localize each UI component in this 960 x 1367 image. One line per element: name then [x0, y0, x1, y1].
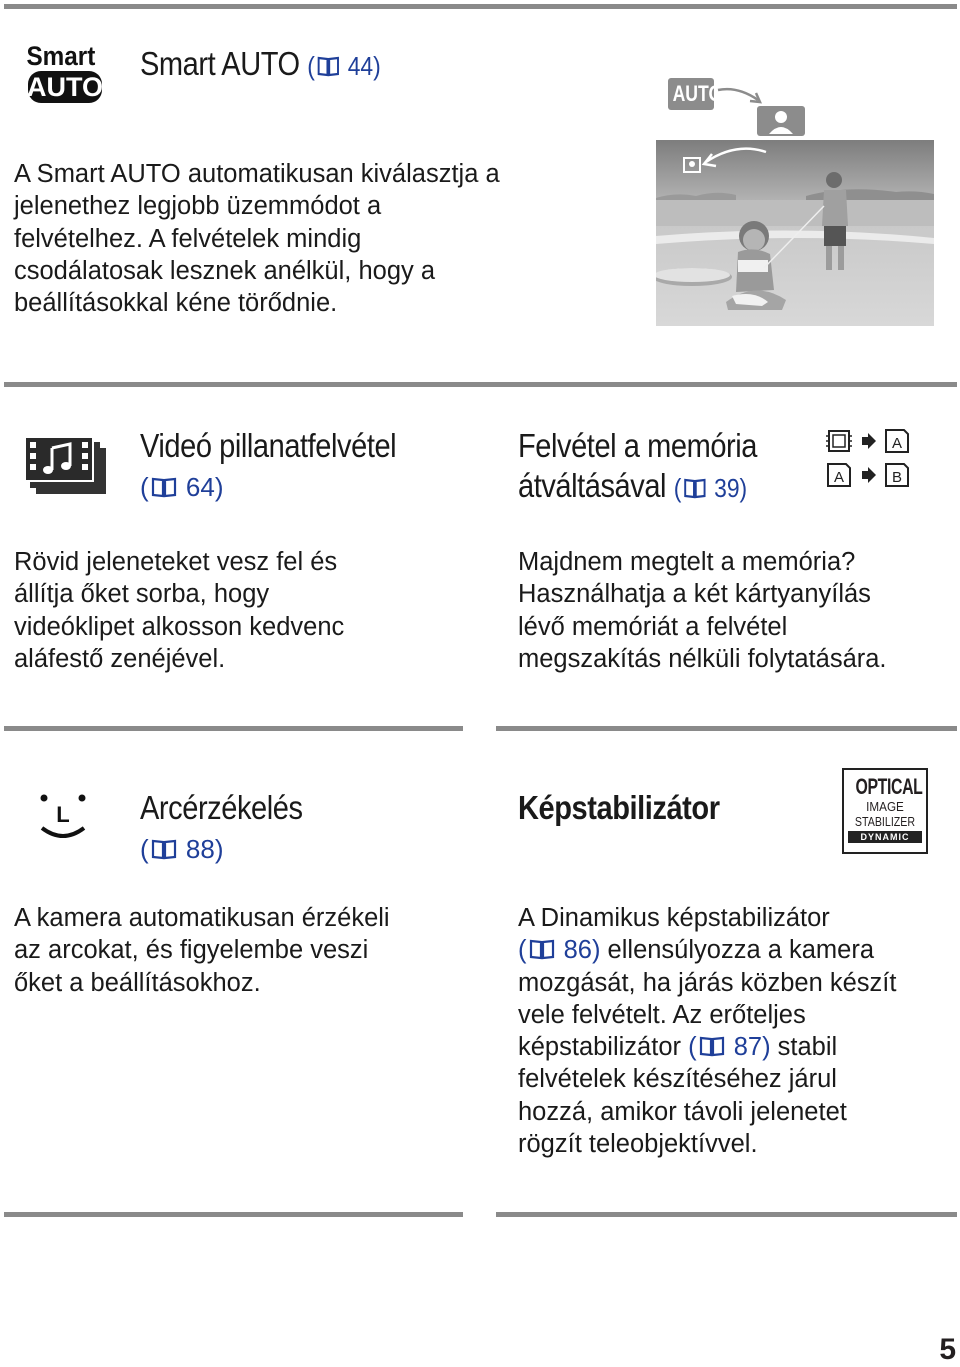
card-b-letter: B	[891, 469, 903, 486]
face-icon-letter: L	[56, 802, 70, 827]
smart-auto-title	[140, 44, 381, 86]
ref-open: (	[673, 473, 682, 503]
smart-logo-word: Smart	[26, 41, 96, 72]
face-detection-page-ref[interactable]	[140, 834, 224, 864]
text-line: vele felvételt. Az erőteljes	[518, 1000, 806, 1029]
video-snapshot-title-text: Videó pillanatfelvétel	[140, 427, 397, 464]
ref-close: )	[214, 472, 224, 502]
ref-open: (	[307, 51, 315, 81]
card-a-letter: A	[833, 469, 845, 486]
ref-close: )	[762, 1033, 771, 1062]
text-line: A Dinamikus képstabilizátor	[518, 904, 830, 932]
text-line	[518, 934, 958, 966]
bottom-rule-right	[496, 1212, 957, 1217]
section-rule-left	[4, 726, 463, 731]
text-line: Majdnem megtelt a memória?	[518, 548, 856, 576]
top-rule	[4, 4, 957, 9]
text-line: mozgását, ha járás közben készít	[518, 968, 897, 997]
ref-page: 86	[563, 936, 592, 965]
ref-page: 39	[714, 473, 740, 503]
relay-title-line: átváltásával	[518, 467, 667, 504]
text-line: rögzít teleobjektívvel.	[518, 1130, 758, 1159]
book-icon	[151, 476, 177, 498]
text-line: jelenethez legjobb üzemmódot a	[14, 192, 382, 221]
ref-open: (	[518, 936, 527, 965]
text-line: Használhatja a két kártyanyílás	[518, 580, 871, 609]
relay-recording-title-2	[518, 466, 747, 508]
text-line: aláfestő zenéjével.	[14, 644, 226, 673]
ref-close: )	[214, 834, 224, 864]
face-detection-description	[14, 902, 474, 999]
logo-line: OPTICAL	[855, 774, 923, 799]
logo-line: STABILIZER	[854, 814, 916, 829]
text-line: Rövid jeleneteket vesz fel és	[14, 548, 338, 576]
text-line	[518, 1031, 958, 1063]
text-line: beállításokkal kéne törődnie.	[14, 289, 338, 318]
memory-to-card-a-icon	[826, 428, 910, 454]
book-icon	[683, 477, 706, 499]
video-snapshot-title	[140, 426, 396, 466]
ref-page: 64	[185, 472, 215, 502]
stabilizer-title-text: Képstabilizátor	[518, 789, 720, 826]
text-line: hozzá, amikor távoli jelenetet	[518, 1097, 847, 1126]
text-line: A Smart AUTO automatikusan kiválasztja a	[14, 160, 500, 188]
card-a-letter: A	[891, 435, 903, 452]
video-snapshot-page-ref[interactable]	[140, 472, 224, 502]
ref-close: )	[373, 51, 381, 81]
ref-open: (	[688, 1033, 697, 1062]
beach-photo	[656, 140, 934, 326]
portrait-scene-icon	[757, 106, 805, 136]
auto-mode-badge	[668, 78, 723, 110]
relay-recording-title	[518, 426, 757, 466]
relay-title-line: Felvétel a memória	[518, 427, 758, 464]
stabilizer-page-ref-87[interactable]	[688, 1033, 770, 1061]
ref-open: (	[140, 834, 149, 864]
auto-badge-text: AUTO	[672, 81, 723, 106]
ref-open: (	[140, 472, 149, 502]
ref-close: )	[739, 473, 748, 503]
smart-auto-description	[14, 158, 614, 319]
stabilizer-title	[518, 788, 720, 828]
smart-auto-page-ref[interactable]	[307, 51, 380, 81]
face-detection-icon	[36, 790, 90, 842]
bottom-rule-left	[4, 1212, 463, 1217]
text-line: lévő memóriát a felvétel	[518, 612, 788, 641]
stabilizer-description	[518, 902, 958, 1160]
stabilizer-page-ref-86[interactable]	[518, 936, 600, 964]
arrow-icon	[716, 82, 764, 108]
text-span: stabil	[770, 1033, 838, 1062]
book-icon	[699, 1035, 725, 1057]
text-line: csodálatosak lesznek anélkül, hogy a	[14, 256, 436, 285]
face-detection-title	[140, 788, 303, 828]
card-a-to-card-b-icon	[826, 462, 910, 488]
ref-page: 44	[347, 51, 374, 81]
smart-auto-title-text: Smart AUTO	[140, 45, 300, 82]
optical-image-stabilizer-logo	[842, 768, 928, 854]
text-line: videóklipet alkosson kedvenc	[14, 612, 345, 641]
logo-line: IMAGE	[866, 799, 904, 814]
face-detection-title-text: Arcérzékelés	[140, 789, 303, 826]
video-snapshot-icon	[24, 436, 108, 496]
book-icon	[151, 838, 177, 860]
text-line: állítja őket sorba, hogy	[14, 580, 270, 609]
ref-page: 87	[733, 1033, 763, 1062]
page-number: 5	[939, 1333, 956, 1366]
auto-logo-word: AUTO	[26, 72, 104, 102]
text-span: képstabilizátor	[518, 1033, 689, 1062]
text-line: őket a beállításokhoz.	[14, 968, 261, 997]
book-icon	[529, 938, 555, 960]
logo-line: DYNAMIC	[848, 831, 922, 843]
text-line: megszakítás nélküli folytatására.	[518, 644, 887, 673]
relay-recording-description	[518, 546, 958, 675]
text-line: az arcokat, és figyelembe veszi	[14, 936, 369, 965]
section-rule-right	[496, 726, 957, 731]
relay-recording-page-ref[interactable]	[674, 473, 747, 503]
ref-page: 88	[185, 834, 215, 864]
video-snapshot-description	[14, 546, 474, 675]
text-line: felvételhez. A felvételek mindig	[14, 224, 362, 253]
text-line: A kamera automatikusan érzékeli	[14, 904, 390, 932]
ref-close: )	[591, 936, 601, 965]
section-rule	[4, 382, 957, 387]
text-span: ellensúlyozza a kamera	[600, 936, 875, 965]
smart-auto-logo-icon	[24, 40, 106, 106]
book-icon	[317, 55, 340, 77]
text-line: felvételek készítéséhez járul	[518, 1065, 837, 1094]
